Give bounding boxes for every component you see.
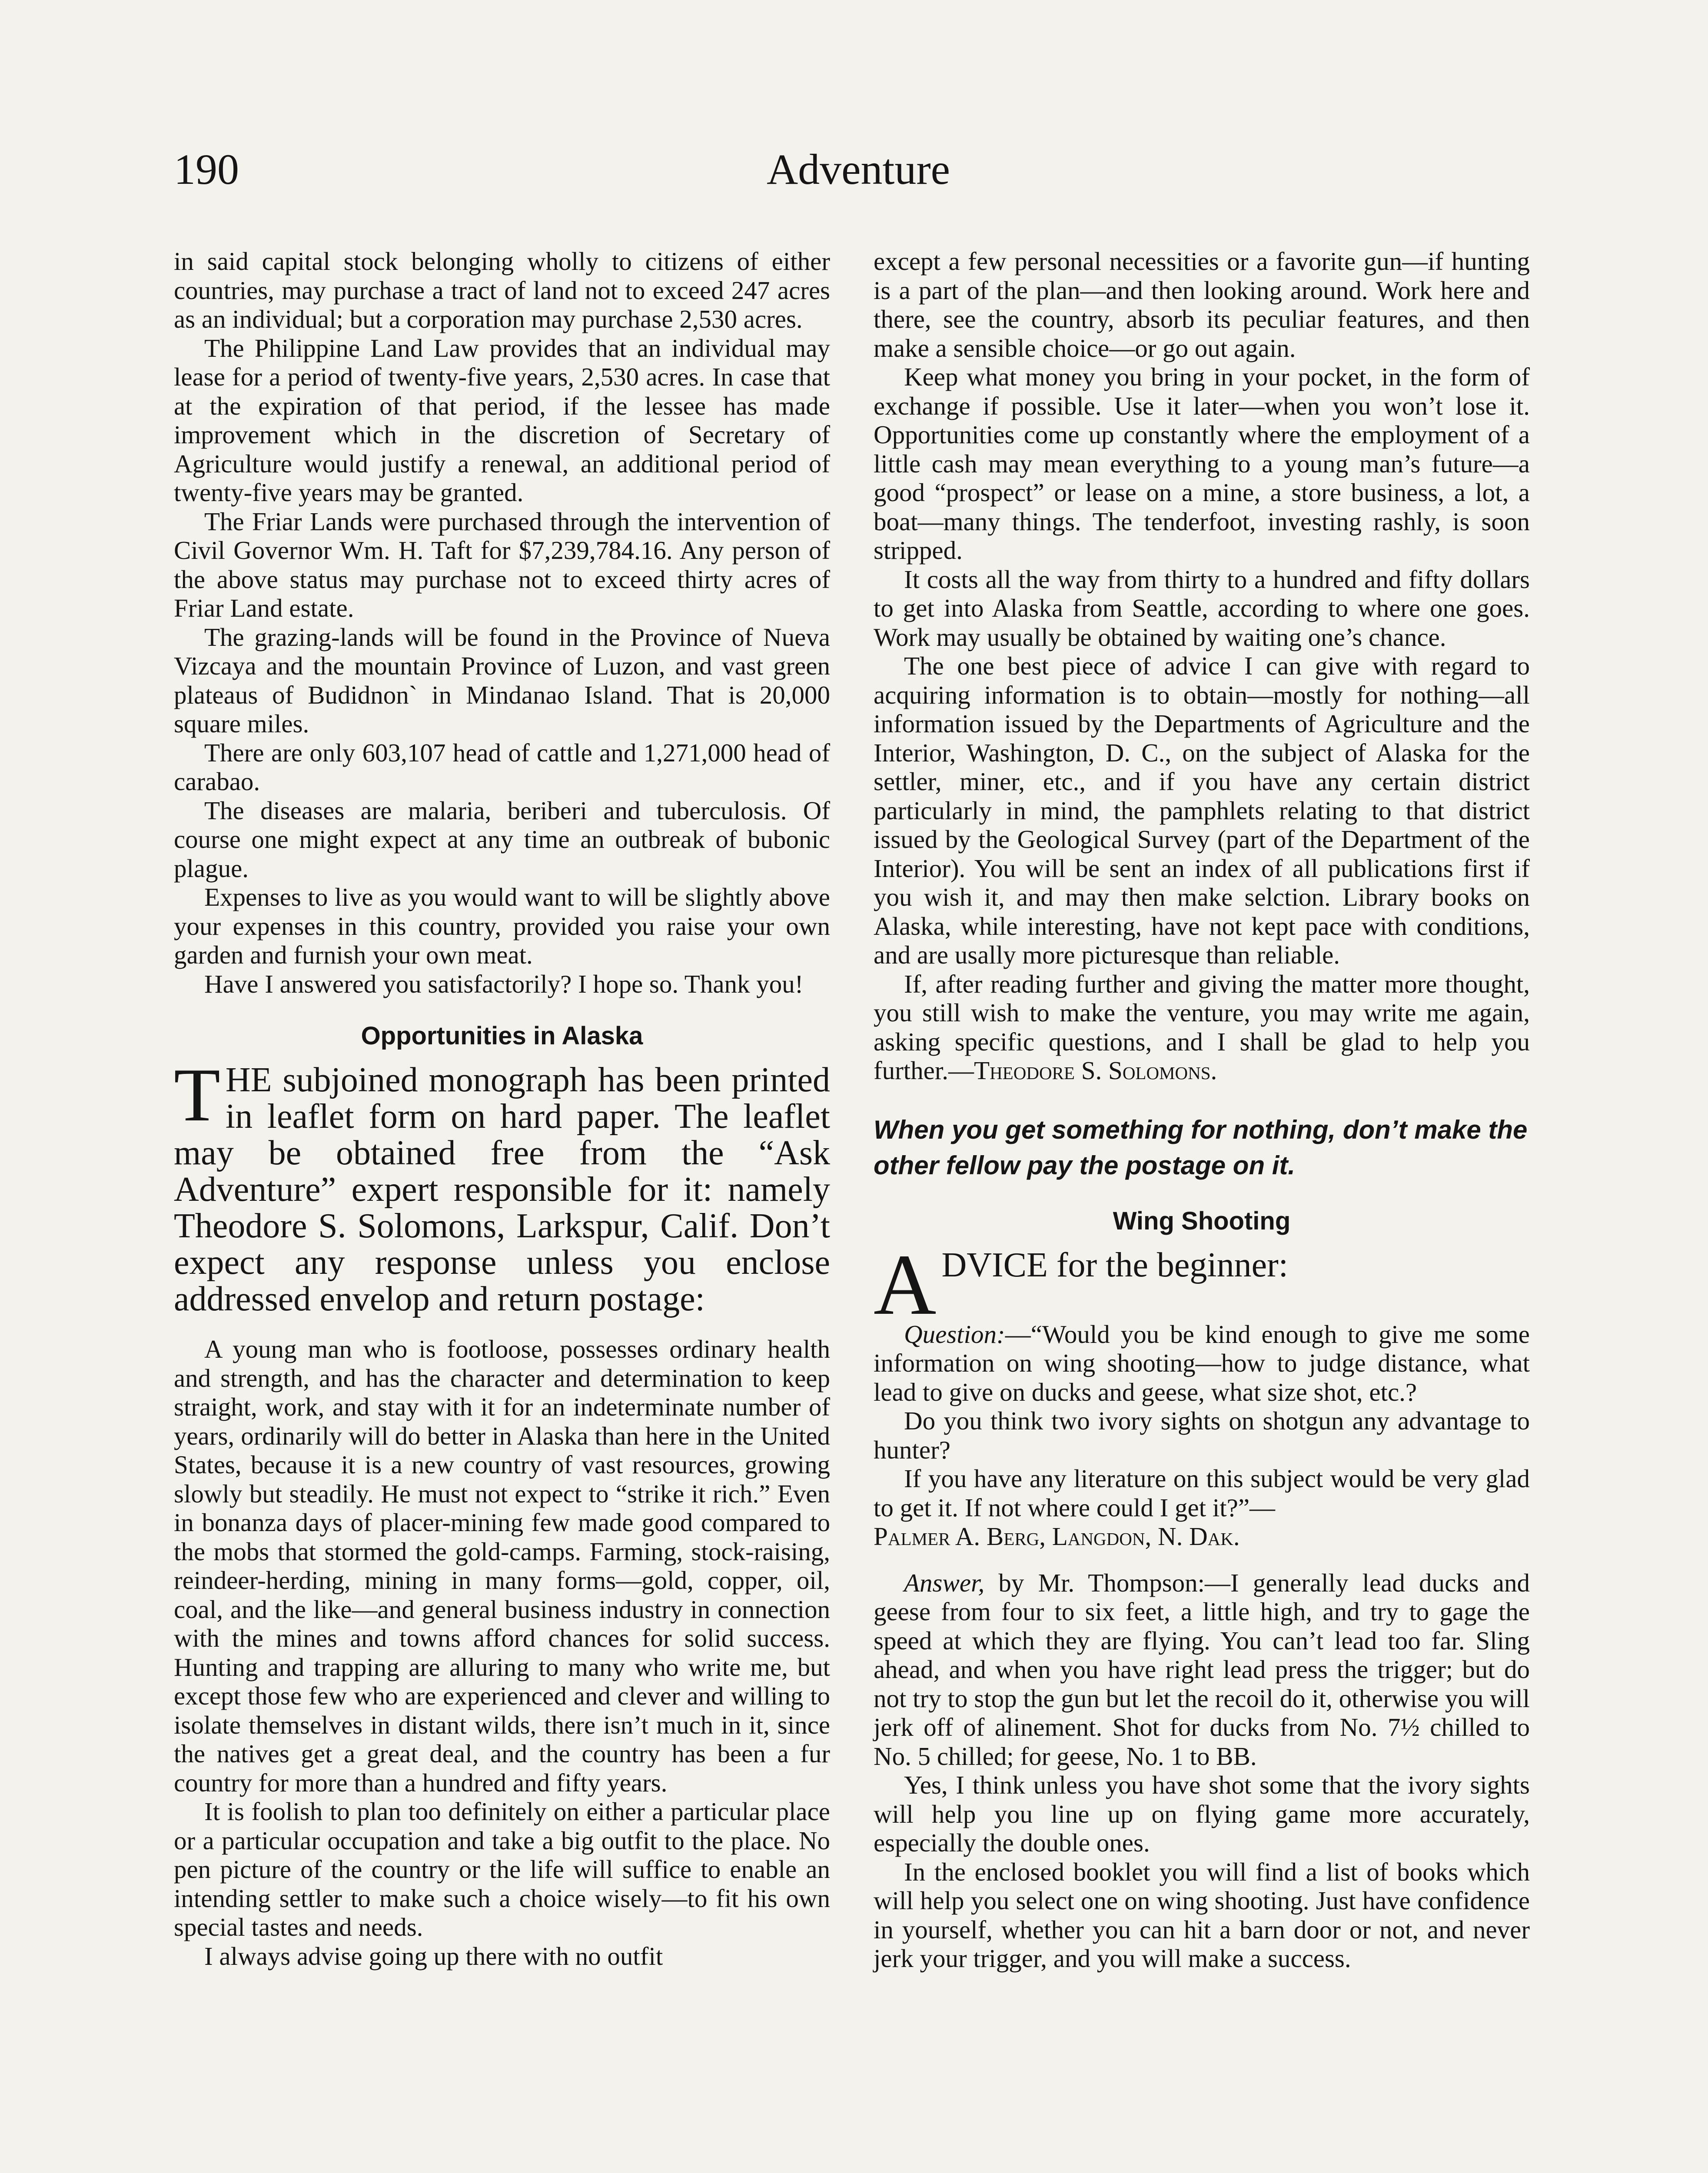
body-paragraph: There are only 603,107 head of cattle and 1,271,000 head of carabao. bbox=[174, 738, 830, 796]
right-column bbox=[874, 247, 1530, 1973]
body-paragraph: in said capital stock belonging wholly to citizens of either countries, may purchase a tract of land not to exceed 247 acres as an individual; but a corporation may purchase 2,530 acres. bbox=[174, 247, 830, 333]
questioner-signature: Palmer A. Berg, Langdon, N. Dak. bbox=[874, 1522, 1240, 1551]
intro-text: DVICE for the beginner: bbox=[941, 1246, 1288, 1284]
intro-paragraph bbox=[174, 1053, 830, 1318]
body-paragraph: I always advise going up there with no outfit bbox=[204, 1941, 663, 1970]
body-paragraph: It costs all the way from thirty to a hundred and fifty dollars to get into Alaska from Seattle, according to where one goes. Work may usually be obtained by waiting one’s chance. bbox=[874, 565, 1530, 651]
body-paragraph: If you have any literature on this subject would be very glad to get it. If not where could I get it?”— bbox=[874, 1464, 1530, 1522]
question-paragraph bbox=[874, 1320, 1530, 1407]
question-text: —“Would you be kind enough to give me some information on wing shooting—how to judge distance, what lead to give on ducks and geese, what size shot, etc.? bbox=[874, 1319, 1530, 1406]
body-paragraph: It is foolish to plan too definitely on either a particular place or a particular occupation and take a big outfit to the place. No pen picture of the country or the life will suffice to enable an intending settler to make such a choice wisely—to fit his own special tastes and needs. bbox=[174, 1797, 830, 1941]
body-paragraph: The Friar Lands were purchased through the intervention of Civil Governor Wm. H. Taft for $7,239,784.16. Any person of the above status may purchase not to exceed thirty acres of Friar Land estate. bbox=[174, 507, 830, 622]
left-column bbox=[174, 247, 830, 1970]
body-paragraph: In the enclosed booklet you will find a list of books which will help you select one on wing shooting. Just have confidence in yourself, whether you can hit a barn door or not, and never jerk your trigger, and you will make a success. bbox=[874, 1857, 1530, 1973]
intro-paragraph bbox=[874, 1236, 1530, 1333]
tagline: When you get something for nothing, don’t make the other fellow pay the postage on it. bbox=[874, 1115, 1528, 1180]
section-heading-wing-shooting: Wing Shooting bbox=[1113, 1206, 1291, 1235]
answer-paragraph bbox=[874, 1568, 1530, 1771]
body-paragraph: except a few personal necessities or a favorite gun—if hunting is a part of the plan—and then looking around. Work here and there, see the country, absorb its peculiar features, and then make a sensible choice—or go out again. bbox=[874, 247, 1530, 362]
body-paragraph: The one best piece of advice I can give with regard to acquiring information is to obtain—mostly for nothing—all information issued by the Departments of Agriculture and the Interior, Washington, D. C., on the subject of Alaska for the settler, miner, etc., and if you have any certain district particularly in mind, the pamphlets relating to that district issued by the Geological Survey (part of the Department of the Interior). You will be sent an index of all publications first if you wish it, and may then make selction. Library books on Alaska, while interesting, have not kept pace with conditions, and are usally more picturesque than reliable. bbox=[874, 651, 1530, 969]
body-paragraph: Have I answered you satisfactorily? I hope so. Thank you! bbox=[204, 969, 804, 998]
body-paragraph: Do you think two ivory sights on shotgun any advantage to hunter? bbox=[874, 1406, 1530, 1464]
body-paragraph: The Philippine Land Law provides that an individual may lease for a period of twenty-five years, 2,530 acres. In case that at the expiration of that period, if the lessee has made improvement which in the discretion of Secretary of Agriculture would justify a renewal, an additional period of twenty-five years may be granted. bbox=[174, 333, 830, 507]
body-paragraph: A young man who is footloose, possesses ordinary health and strength, and has the character and determination to keep straight, work, and stay with it for an indeterminate number of years, ordinarily will do better in Alaska than here in the United States, because it is a new country of vast resources, growing slowly but steadily. He must not expect to “strike it rich.” Even in bonanza days of placer-mining few made good compared to the mobs that stormed the gold-camps. Farming, stock-raising, reindeer-herding, mining in many forms—gold, copper, oil, coal, and the like—and general business industry in connection with the mines and towns afford chances for solid success. Hunting and trapping are alluring to many who write me, but except those few who are experienced and clever and willing to isolate themselves in distant wilds, there isn’t much in it, since the natives get a great deal, and the country has been a fur country for more than a hundred and fifty years. bbox=[174, 1335, 830, 1797]
question-label: Question: bbox=[904, 1319, 1005, 1349]
answer-label: Answer, bbox=[904, 1568, 985, 1597]
page-number: 190 bbox=[174, 145, 239, 193]
running-head-title: Adventure bbox=[766, 145, 950, 193]
body-paragraph: Yes, I think unless you have shot some that the ivory sights will help you line up on flying game more accurately, especially the double ones. bbox=[874, 1771, 1530, 1857]
answer-text: by Mr. Thompson:—I generally lead ducks and geese from four to six feet, a little high, and try to gage the speed at which they are flying. You can’t lead too far. Sling ahead, and when you have right lead press the trigger; but do not try to stop the gun but let the recoil do it, otherwise you will jerk off of alinement. Shot for ducks from No. 7½ chilled to No. 5 chilled; for geese, No. 1 to BB. bbox=[874, 1568, 1530, 1771]
drop-cap: A bbox=[874, 1236, 937, 1333]
body-paragraph: Keep what money you bring in your pocket, in the form of exchange if possible. Use it later—when you won’t lose it. Opportunities come up constantly where the employment of a little cash may mean everything to a young man’s future—a good “prospect” or lease on a mine, a store business, a lot, a boat—many things. The tenderfoot, investing rashly, is soon stripped. bbox=[874, 362, 1530, 565]
closing-paragraph bbox=[874, 970, 1530, 1085]
author-signoff: —Theodore S. Solomons. bbox=[948, 1056, 1217, 1085]
drop-cap: T bbox=[174, 1053, 220, 1137]
intro-text: HE subjoined monograph has been printed in leaflet form on hard paper. The leaflet may be obtained free from the “Ask Adventure” expert responsible for it: namely Theodore S. Solomons, Larkspur, Calif. Don’t expect any response unless you enclose addressed envelop and return postage: bbox=[174, 1061, 830, 1318]
body-paragraph: The grazing-lands will be found in the Province of Nueva Vizcaya and the mountain Province of Luzon, and vast green plateaus of Budidnon` in Mindanao Island. That is 20,000 square miles. bbox=[174, 622, 830, 738]
section-heading-alaska: Opportunities in Alaska bbox=[361, 1022, 643, 1050]
closing-text: If, after reading further and giving the matter more thought, you still wish to make the venture, you may write me again, asking specific questions, and I shall be glad to help you further. bbox=[874, 969, 1530, 1085]
body-paragraph: Expenses to live as you would want to will be slightly above your expenses in this country, provided you raise your own garden and furnish your own meat. bbox=[174, 883, 830, 969]
body-paragraph: The diseases are malaria, beriberi and tuberculosis. Of course one might expect at any time an outbreak of bubonic plague. bbox=[174, 796, 830, 883]
